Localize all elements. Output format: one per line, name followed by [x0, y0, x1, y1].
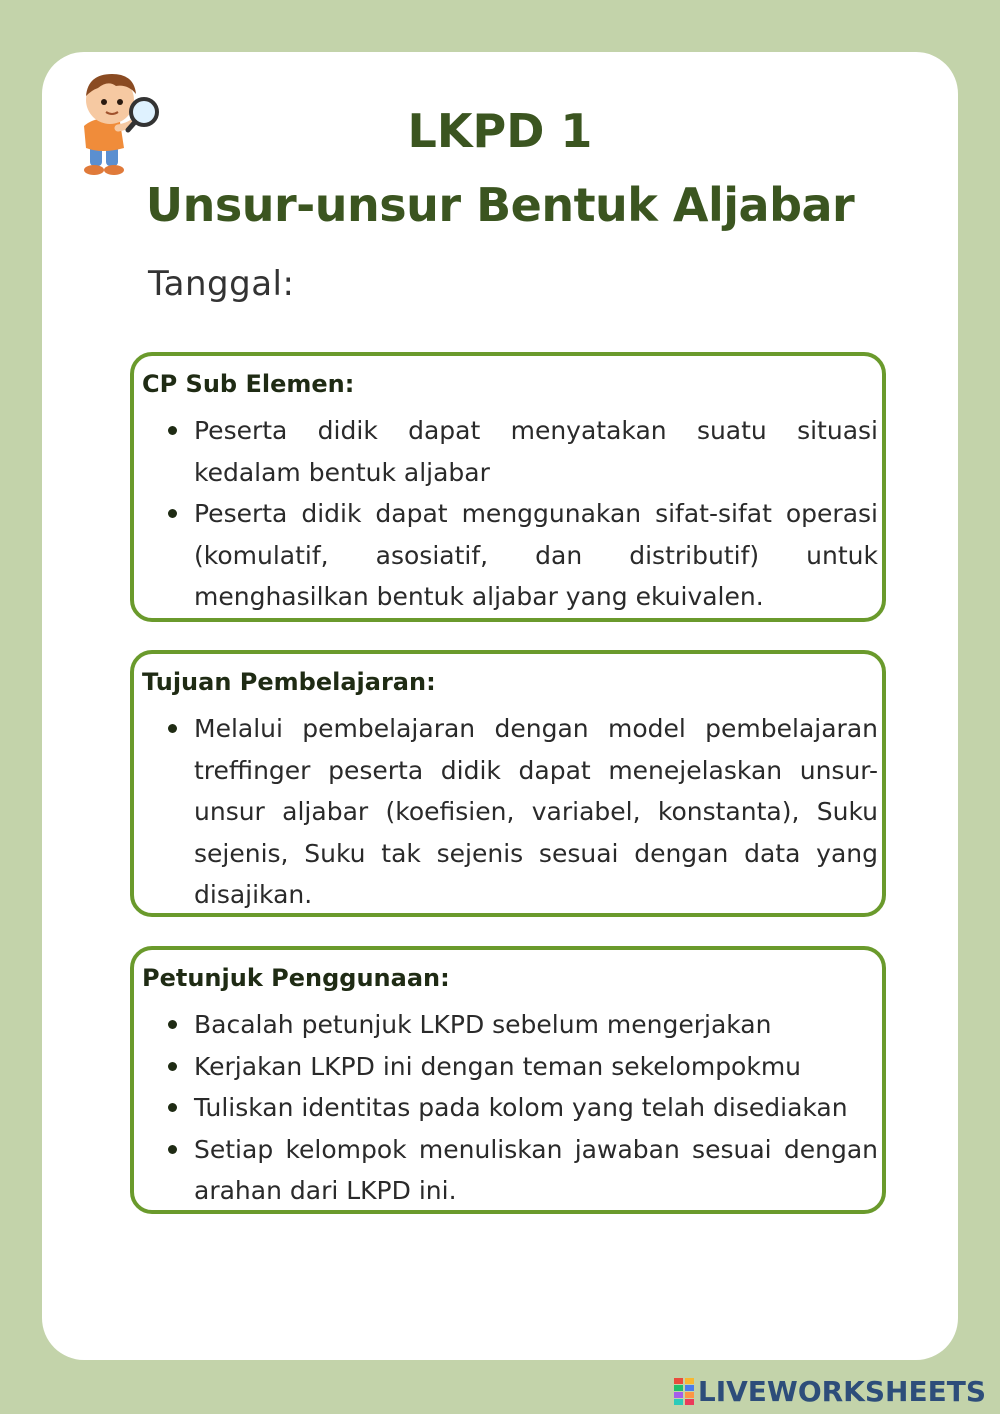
- cp-list: [164, 410, 878, 618]
- petunjuk-list: [164, 1004, 878, 1212]
- tujuan-pembelajaran-box: [130, 650, 886, 917]
- list-item: Tuliskan identitas pada kolom yang telah disediakan: [164, 1087, 878, 1129]
- petunjuk-heading: Petunjuk Penggunaan:: [142, 964, 450, 992]
- list-item: Setiap kelompok menuliskan jawaban sesuai dengan arahan dari LKPD ini.: [164, 1129, 878, 1212]
- title-line-2: Unsur-unsur Bentuk Aljabar: [145, 178, 855, 232]
- petunjuk-penggunaan-box: [130, 946, 886, 1214]
- list-item: Peserta didik dapat menggunakan sifat-sifat operasi (komulatif, asosiatif, dan distributif) untuk menghasilkan bentuk aljabar yang ekuivalen.: [164, 493, 878, 618]
- liveworksheets-footer[interactable]: [674, 1375, 986, 1408]
- title-line-1: LKPD 1: [407, 104, 593, 158]
- cp-sub-elemen-box: [130, 352, 886, 622]
- tujuan-heading: Tujuan Pembelajaran:: [142, 668, 436, 696]
- liveworksheets-logo-icon: [674, 1378, 694, 1406]
- tujuan-list: [164, 708, 878, 916]
- date-label: Tanggal:: [148, 264, 295, 304]
- list-item: Kerjakan LKPD ini dengan teman sekelompokmu: [164, 1046, 878, 1088]
- list-item: Melalui pembelajaran dengan model pembelajaran treffinger peserta didik dapat menejelaskan unsur-unsur aljabar (koefisien, variabel, konstanta), Suku sejenis, Suku tak sejenis sesuai dengan data yang disajikan.: [164, 708, 878, 916]
- brand-name: LIVEWORKSHEETS: [697, 1375, 986, 1408]
- list-item: Peserta didik dapat menyatakan suatu situasi kedalam bentuk aljabar: [164, 410, 878, 493]
- cp-heading: CP Sub Elemen:: [142, 370, 355, 398]
- list-item: Bacalah petunjuk LKPD sebelum mengerjakan: [164, 1004, 878, 1046]
